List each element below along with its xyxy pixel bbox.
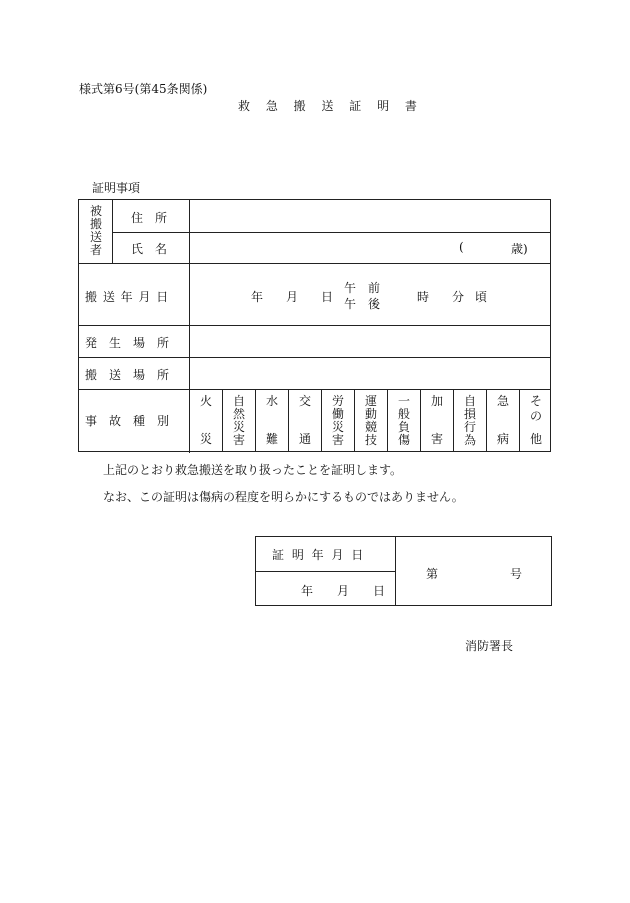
am-label: 午 前	[344, 281, 381, 295]
number-prefix: 第	[426, 567, 439, 581]
transported-person-label: 被 搬 送 者	[89, 204, 102, 257]
certification-date-value: 年 月 日	[301, 584, 386, 598]
row-divider	[79, 357, 551, 358]
accident-type-label: 事 故 種 別	[85, 414, 170, 428]
category-fire: 火 災	[199, 394, 212, 446]
approx-label: 頃	[475, 290, 488, 304]
note-certify: 上記のとおり救急搬送を取り扱ったことを証明します。	[103, 463, 403, 477]
category-sports: 運 動 競 技	[364, 394, 377, 447]
transport-place-label: 搬 送 場 所	[85, 368, 170, 382]
occurrence-place-label: 発 生 場 所	[85, 336, 170, 350]
col-divider	[395, 537, 396, 605]
age-open: (	[459, 240, 464, 254]
category-assault: 加 害	[430, 394, 443, 446]
hour-unit: 時	[417, 290, 430, 304]
category-general-injury: 一 般 負 傷	[397, 394, 410, 447]
category-other: そ の 他	[529, 394, 542, 446]
day-unit: 日	[321, 290, 334, 304]
certification-box	[255, 536, 552, 606]
col-divider	[112, 200, 113, 263]
category-traffic: 交 通	[298, 394, 311, 446]
fire-station-chief-signature: 消防署長	[465, 639, 514, 653]
month-unit: 月	[286, 290, 299, 304]
category-self-harm: 自 損 行 為	[463, 394, 476, 447]
year-unit: 年	[251, 290, 264, 304]
note-disclaimer: なお、この証明は傷病の程度を明らかにするものではありません。	[103, 490, 464, 504]
pm-label: 午 後	[344, 297, 381, 311]
number-suffix: 号	[510, 567, 523, 581]
row-divider	[79, 389, 551, 390]
section-label: 証明事項	[92, 181, 141, 195]
row-divider	[79, 325, 551, 326]
certificate-table	[78, 199, 551, 452]
address-label: 住 所	[131, 211, 168, 225]
category-work-accident: 労 働 災 害	[331, 394, 344, 447]
row-divider	[256, 571, 395, 572]
row-divider	[79, 263, 551, 264]
age-close: 歳)	[511, 242, 528, 256]
category-sudden-illness: 急 病	[496, 394, 509, 446]
category-drowning: 水 難	[265, 394, 278, 446]
category-natural-disaster: 自 然 災 害	[232, 394, 245, 447]
row-divider	[112, 232, 551, 233]
datetime-label: 搬 送 年 月 日	[85, 290, 170, 304]
form-number: 様式第6号(第45条関係)	[79, 82, 208, 96]
minute-unit: 分	[452, 290, 465, 304]
name-label: 氏 名	[131, 242, 168, 256]
document-title: 救 急 搬 送 証 明 書	[238, 99, 419, 113]
certification-date-label: 証 明 年 月 日	[272, 548, 366, 562]
